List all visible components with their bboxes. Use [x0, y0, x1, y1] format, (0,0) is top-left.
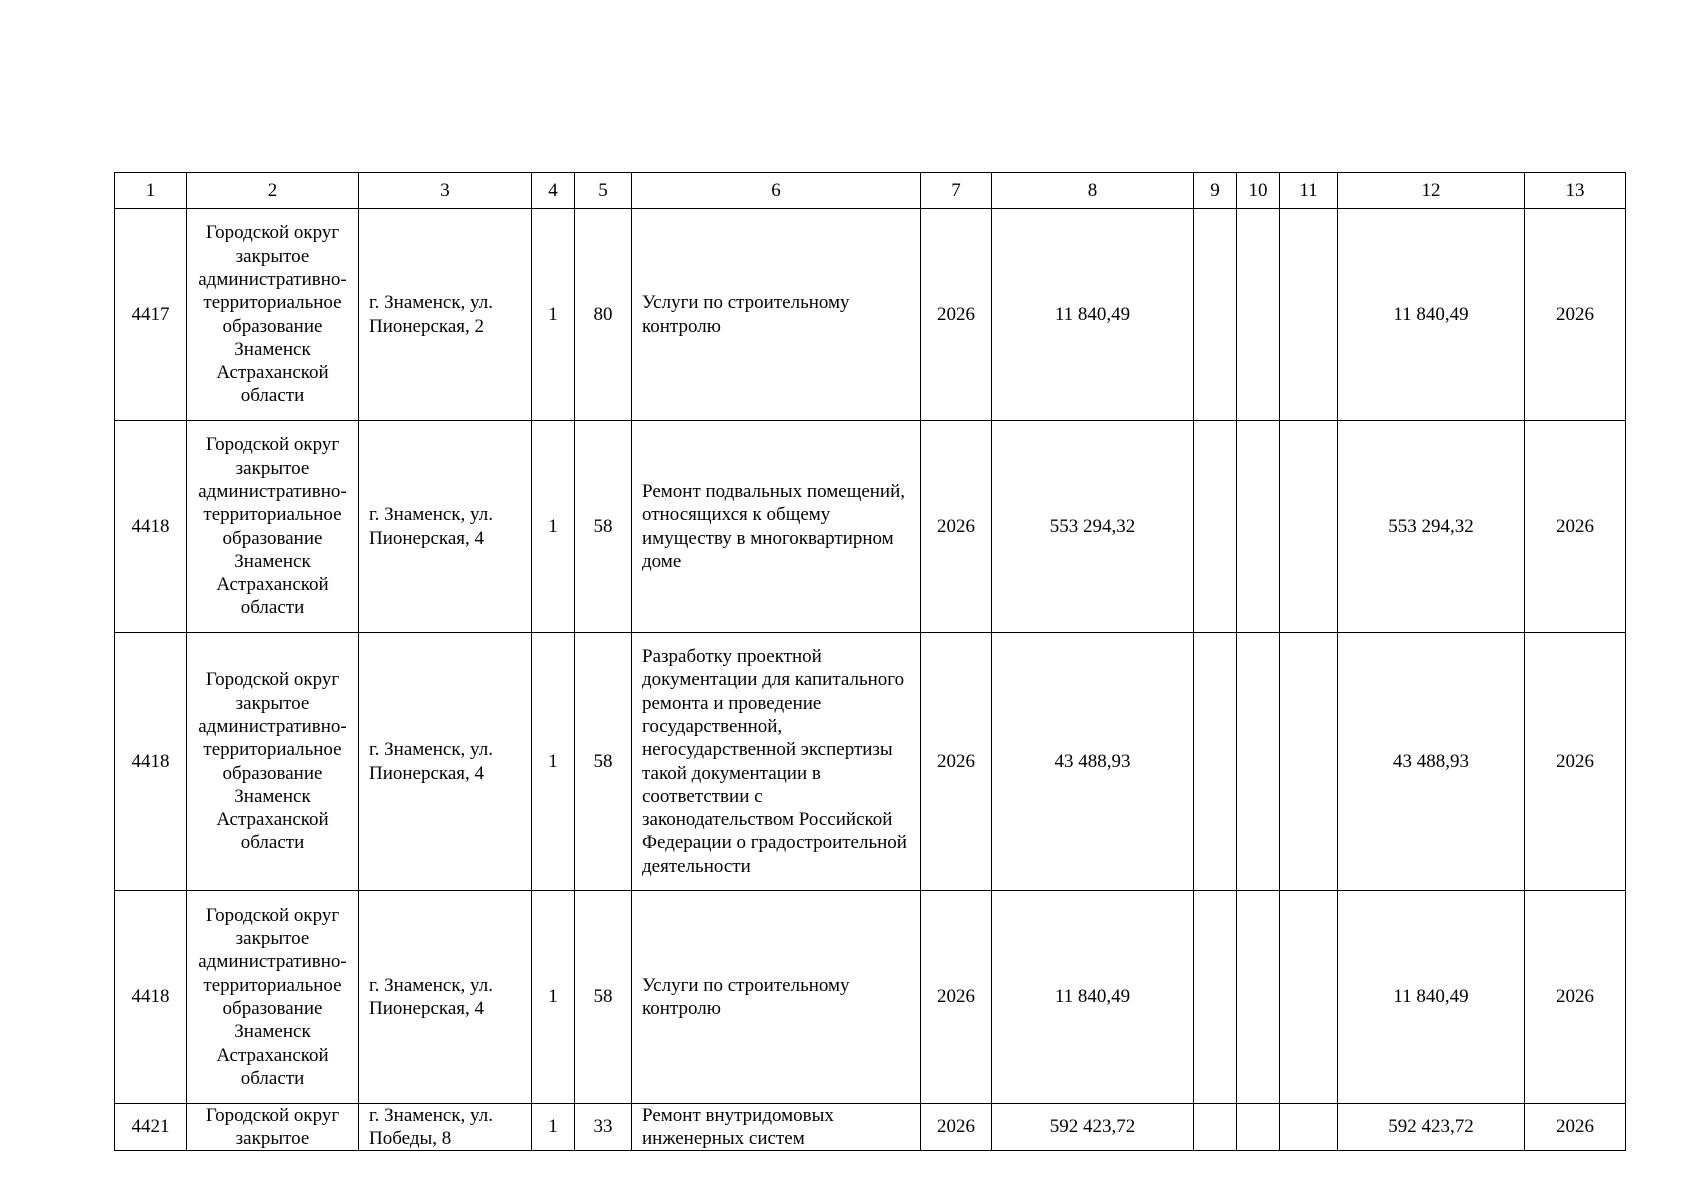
cell-work-type	[632, 1104, 921, 1151]
cell-number: 4421	[115, 1104, 187, 1151]
cell-address	[359, 1104, 532, 1151]
cell-col9	[1194, 633, 1237, 891]
cell-end-year: 2026	[1525, 633, 1626, 891]
cell-work-type: Разработку проектной документации для капитального ремонта и проведение государственной, негосударственной экспертизы такой документации в соответствии с законодательством Российской Федерации о градостроительной деятельности	[632, 633, 921, 891]
column-header: 7	[921, 173, 992, 209]
cell-col5: 58	[575, 421, 632, 633]
data-table	[114, 172, 1626, 1151]
cell-total: 553 294,32	[1338, 421, 1525, 633]
cell-total: 11 840,49	[1338, 209, 1525, 421]
cell-number: 4417	[115, 209, 187, 421]
cell-municipality: Городской округ закрытое административно-территориальное образование Знаменск Астраханской области	[187, 421, 359, 633]
cell-municipality: Городской округ закрытое административно-территориальное образование Знаменск Астраханской области	[187, 891, 359, 1104]
cell-number: 4418	[115, 421, 187, 633]
cell-col5: 80	[575, 209, 632, 421]
cell-col10	[1237, 891, 1280, 1104]
cell-col10	[1237, 421, 1280, 633]
header-row	[115, 173, 1626, 209]
cell-end-year: 2026	[1525, 891, 1626, 1104]
cell-col11	[1280, 421, 1338, 633]
table-row	[115, 891, 1626, 1104]
cell-col11	[1280, 891, 1338, 1104]
table-row	[115, 1104, 1626, 1151]
cell-cost: 592 423,72	[992, 1104, 1194, 1151]
cell-col10	[1237, 633, 1280, 891]
column-header: 2	[187, 173, 359, 209]
cell-year: 2026	[921, 421, 992, 633]
table-row	[115, 421, 1626, 633]
column-header: 11	[1280, 173, 1338, 209]
cell-end-year: 2026	[1525, 209, 1626, 421]
cell-col10	[1237, 209, 1280, 421]
cell-municipality: Городской округ закрытое административно-территориальное образование Знаменск Астраханской области	[187, 633, 359, 891]
cell-cost: 43 488,93	[992, 633, 1194, 891]
cell-col5: 58	[575, 633, 632, 891]
column-header: 9	[1194, 173, 1237, 209]
cell-col9	[1194, 891, 1237, 1104]
cell-year: 2026	[921, 1104, 992, 1151]
cell-total: 11 840,49	[1338, 891, 1525, 1104]
cell-number: 4418	[115, 891, 187, 1104]
cell-municipality	[187, 1104, 359, 1151]
cell-col9	[1194, 421, 1237, 633]
cell-col4: 1	[532, 891, 575, 1104]
cell-col11	[1280, 1104, 1338, 1151]
cell-address-text: г. Знаменск, ул. Победы, 8	[369, 1105, 493, 1150]
cell-cost: 553 294,32	[992, 421, 1194, 633]
column-header: 8	[992, 173, 1194, 209]
column-header: 4	[532, 173, 575, 209]
cell-cost: 11 840,49	[992, 891, 1194, 1104]
cell-col5: 58	[575, 891, 632, 1104]
cell-col4: 1	[532, 209, 575, 421]
cell-address: г. Знаменск, ул. Пионерская, 2	[359, 209, 532, 421]
cell-number: 4418	[115, 633, 187, 891]
cell-work-type: Ремонт подвальных помещений, относящихся к общему имуществу в многоквартирном доме	[632, 421, 921, 633]
cell-work-type: Услуги по строительному контролю	[632, 209, 921, 421]
cell-address: г. Знаменск, ул. Пионерская, 4	[359, 633, 532, 891]
column-header: 1	[115, 173, 187, 209]
cell-work-type: Услуги по строительному контролю	[632, 891, 921, 1104]
cell-end-year: 2026	[1525, 1104, 1626, 1151]
cell-total: 592 423,72	[1338, 1104, 1525, 1151]
cell-work-type-text: Ремонт внутридомовых инженерных систем	[642, 1105, 834, 1150]
column-header: 12	[1338, 173, 1525, 209]
table-row	[115, 633, 1626, 891]
cell-municipality: Городской округ закрытое административно-территориальное образование Знаменск Астраханской области	[187, 209, 359, 421]
cell-col4: 1	[532, 421, 575, 633]
cell-municipality-text: Городской округ закрытое	[205, 1105, 340, 1150]
cell-col11	[1280, 633, 1338, 891]
cell-address: г. Знаменск, ул. Пионерская, 4	[359, 891, 532, 1104]
cell-col10	[1237, 1104, 1280, 1151]
cell-cost: 11 840,49	[992, 209, 1194, 421]
cell-col4: 1	[532, 1104, 575, 1151]
cell-year: 2026	[921, 891, 992, 1104]
column-header: 3	[359, 173, 532, 209]
cell-col9	[1194, 209, 1237, 421]
cell-col4: 1	[532, 633, 575, 891]
cell-year: 2026	[921, 209, 992, 421]
column-header: 10	[1237, 173, 1280, 209]
table-row	[115, 209, 1626, 421]
cell-address: г. Знаменск, ул. Пионерская, 4	[359, 421, 532, 633]
column-header: 6	[632, 173, 921, 209]
cell-year: 2026	[921, 633, 992, 891]
cell-end-year: 2026	[1525, 421, 1626, 633]
cell-col9	[1194, 1104, 1237, 1151]
cell-col5: 33	[575, 1104, 632, 1151]
column-header: 5	[575, 173, 632, 209]
column-header: 13	[1525, 173, 1626, 209]
cell-total: 43 488,93	[1338, 633, 1525, 891]
cell-col11	[1280, 209, 1338, 421]
